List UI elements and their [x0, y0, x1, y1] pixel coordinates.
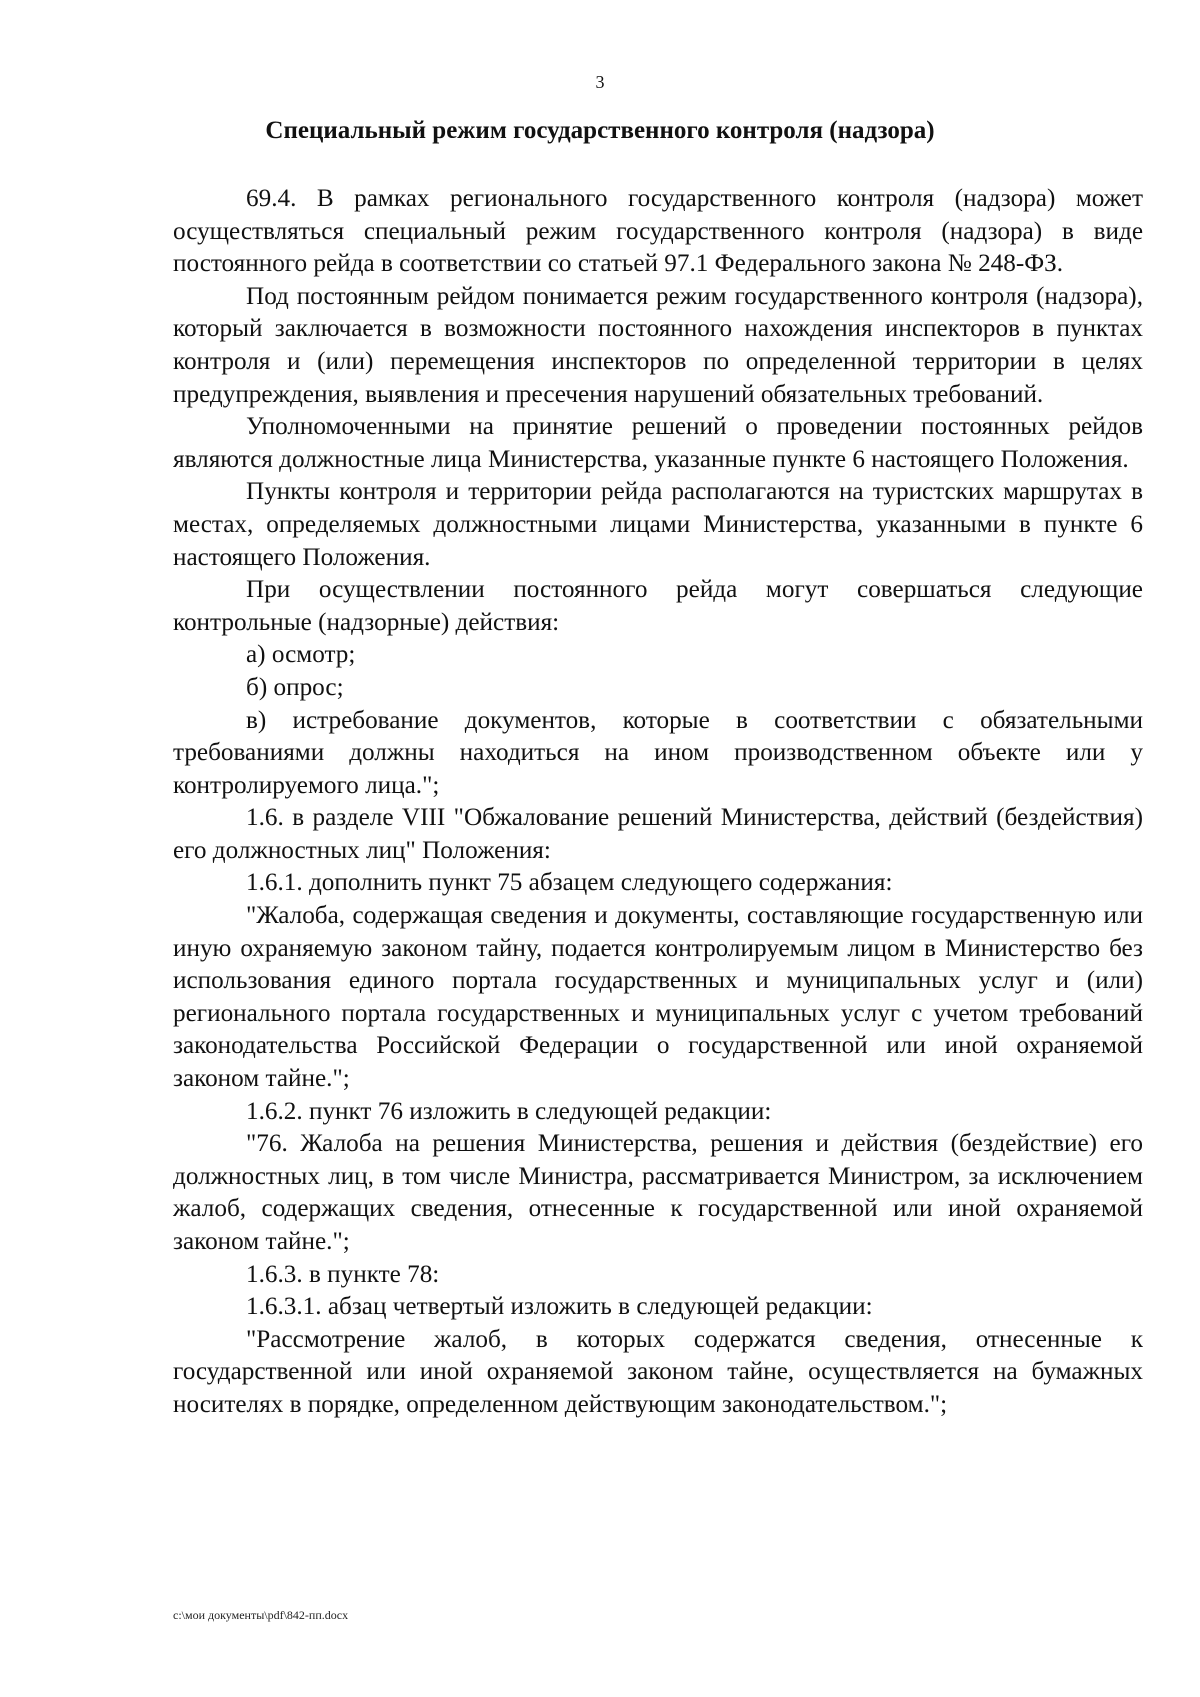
footer-file-path: c:\мои документы\pdf\842-пп.docx	[173, 1608, 349, 1622]
paragraph-1-6-1: 1.6.1. дополнить пункт 75 абзацем следующего содержания:	[246, 869, 893, 897]
paragraph-1-6-3: 1.6.3. в пункте 78:	[246, 1260, 440, 1288]
paragraph-1-6-3-1: 1.6.3.1. абзац четвертый изложить в следующей редакции:	[246, 1293, 873, 1321]
paragraph-complaint-secret: "Жалоба, содержащая сведения и документы, составляющие государственную или иную охраняемую законом тайну, подается контролируемым лицом в Министерство без использования единого портала государственных и муниципальных услуг и (или) регионального портала государственных и муниципальных услуг с учетом требований законодательства Российской Федерации о государственной или иной охраняемой законом тайне.";	[173, 902, 1143, 1093]
paragraph-1-6: 1.6. в разделе VIII "Обжалование решений Министерства, действий (бездействия) его должностных лиц" Положения:	[173, 804, 1143, 864]
paragraph-1-6-2: 1.6.2. пункт 76 изложить в следующей редакции:	[246, 1097, 772, 1125]
paragraph-item-76: "76. Жалоба на решения Министерства, решения и действия (бездействие) его должностных лиц, в том числе Министра, рассматривается Министром, за исключением жалоб, содержащих сведения, отнесенные к государственной или иной охраняемой законом тайне.";	[173, 1130, 1143, 1255]
section-heading: Специальный режим государственного контроля (надзора)	[265, 117, 935, 144]
paragraph-complaint-review: "Рассмотрение жалоб, в которых содержатся сведения, отнесенные к государственной или иной охраняемой законом тайне, осуществляется на бумажных носителях в порядке, определенном действующим законодательством.";	[173, 1325, 1143, 1418]
document-body	[173, 183, 1143, 1422]
paragraph-control-actions: При осуществлении постоянного рейда могут совершаться следующие контрольные (надзорные) действия:	[173, 576, 1143, 636]
paragraph-authorized-officials: Уполномоченными на принятие решений о проведении постоянных рейдов являются должностные лица Министерства, указанные пункте 6 настоящего Положения.	[173, 413, 1143, 473]
paragraph-69-4: 69.4. В рамках регионального государственного контроля (надзора) может осуществляться специальный режим государственного контроля (надзора) в виде постоянного рейда в соответствии со статьей 97.1 Федерального закона № 248-ФЗ.	[173, 185, 1143, 278]
paragraph-permanent-raid-definition: Под постоянным рейдом понимается режим государственного контроля (надзора), который заключается в возможности постоянного нахождения инспекторов в пунктах контроля и (или) перемещения инспекторов по определенной территории в целях предупреждения, выявления и пресечения нарушений обязательных требований.	[173, 282, 1143, 408]
list-item-survey: б) опрос;	[246, 673, 344, 701]
list-item-inspection: а) осмотр;	[246, 641, 356, 669]
list-item-document-request: в) истребование документов, которые в соответствии с обязательными требованиями должны находиться на ином производственном объекте или у контролируемого лица.";	[173, 706, 1143, 799]
paragraph-control-points: Пункты контроля и территории рейда располагаются на туристских маршрутах в местах, определяемых должностными лицами Министерства, указанными в пункте 6 настоящего Положения.	[173, 478, 1143, 571]
page-number: 3	[595, 72, 605, 92]
